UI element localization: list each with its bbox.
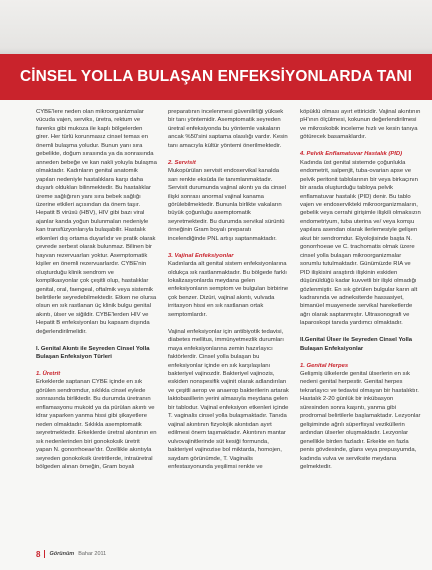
urethritis-block [36, 370, 157, 471]
magazine-name: Görünüm [49, 551, 75, 557]
herpes-paragraph: Gelişmiş ülkelerde genital ülserlerin en sık nedeni genital herpestir. Genital herpes tekrarlayıcı ve tedavisi olmayan bir hastalıktır. Hastalık 2-20 günlük bir inkübasyon süresinden sonra kaşıntı, yanma gibi prodromal belirtilerle başlamaktadır. Lezyonlar gelişiminde ağrılı süperfisyal veziküllerin ardından ülserler oluşmaktadır. Lezyonlar genellikle birden fazladır. Erkekte en fazla penis gövdesinde, glans veya prepusyumda, kadında vulva ve serviksite meydana gelmektedir. [300, 371, 421, 470]
column-1 [36, 108, 157, 538]
intro-paragraph: CYBE'lere neden olan mikroorganizmalar vücuda vajen, serviks, üretra, rektum ve farenks gibi mukoza ile kaplı bölgelerden girer. Her türlü korunmasız cinsel temas en önemli bulaşma yoludur. Bunun yanı sıra gebelikte, doğum sırasında ya da sonrasında anneden bebeğe ve kan nakli yoluyla bulaşma olmaktadır. Kadınların genital anatomik yapıları nedeniyle hastalıklara karşı daha duyarlı oldukları bilinmektedir. Bu hastalıklar üreme sağlığının yanı sıra bebek sağlığı üzerine etkileri açısından da önem taşır. Hepatit B virüsü (HBV), HIV gibi bazı viral ajanlar kanda yoğun bulunmaları nedeniyle kan transfüzyonlarıyla bulaşabilir. Hastalık etkenleri dış ortama duyarlıdır ve pratik olarak çevrede serbest olarak bulunmaz. Bilinen bir hayvan rezervuarları yoktur. Asemptomatik kişiler en önemli rezervuarlardır. CYBE'nin oluşturduğu klinik sendrom ve komplikasyonlar çok çeşitli olup, hastalıklar genital, oral, faengeal, oftalmik veya sistemik belirtilerle seyredebilmektedir. Etken ne olursa olsun en sık rastlanan üç klinik bulgu genital akıntı, ülser ve siğildir. CYBE'lerden HIV ve Hepatit B enfeksiyonları bu kapsam dışında değerlendirilmelidir. [36, 109, 157, 335]
cervicitis-block [168, 159, 289, 244]
column-3 [300, 108, 421, 538]
urethritis-paragraph: Erkeklerde saptanan CYBE içinde en sık görülen sendromdur, sıklıkla cinsel eylede sonrasında birliktedir. Bu durumda üretranın enflamasyonu mukoid ya da pürülan akıntı ve idrar yaparken yanma hissi gibi şikayetlere neden olmaktadır. Sıklıkla asemptomatik seyretmektedir. Erkeklerde üretral akıntının en sık nedenlerinden biri gonokoksik üretrit yapan N. gonorrhoeae'dır. Özellikle akıntıyla seyreden gonokoksik üretritlerde, intraüretral bölgeden alınan örneğin, Gram boyalı [36, 379, 157, 470]
pid-block [300, 150, 421, 328]
page-footer [36, 549, 106, 559]
vaginal-block [168, 252, 289, 320]
herpes-block [300, 362, 421, 472]
section-heading-genital-ulcer: II.Genital Ülser ile Seyreden Cinsel Yolla Bulaşan Enfeksiyonlar [300, 337, 413, 352]
article-title: CİNSEL YOLLA BULAŞAN ENFEKSİYONLARDA TANI [19, 68, 412, 85]
vaginal-treatment-paragraph: Vajinal enfeksiyonlar için antibiyotik tedavisi, diabetes mellitus, immünyetmezlik durumları maya enfeksiyonlarına zemin hazırlayıcı faktörlerdir. Cinsel yolla bulaşan bu enfeksiyonlar içinde en sık karşılaşılanı bakteriyel vajinozdir. Bakteriyel vajinozis, eskiden nonspesifik vajinit olarak adlandırılan ve çeşitli aerop ve anaerop bakterilerin artarak laktobasillerin yerini almasıyla meydana gelen bir tablodur. Vajinal enfeksiyon etkenleri içinde T. vaginalis cinsel yolla bulaşmaktadır. Tanıda vajinal akıntının fizyolojik akıntıdan ayırt edilmesi önem taşımaktadır. Akıntının mantar vulvovajinitlerinde süt kesiği formunda, bakteriyel vajinozise bol miktarda, homojen, saydam görünümde, T. Vaginalis enfestasyonunda yeşilimsi renkte ve [168, 328, 289, 470]
title-banner [0, 54, 432, 100]
pid-paragraph: Kadında üst genital sistemde çoğunlukla endometrit, salpenjit, tuba-ovarian apse ve pelvik peritonit tablolarının bir veya birkaçının bir arada oluşturduğu tabloya pelvik enflamatuvar hastalık (PID) denir. Bu tablo vajen ve endoservikteki mikroorganizmaların, gebelik veya cerrahi girişimle ilişkili olmaksızın endometriyum, tuba uterina ve/ veya komşu yapılara asendan olarak ilerlemesiyle gelişen akut bir sendromdur. Etyolojisinde başta N. gonorrhoeae ve C. trachomatis olmak üzere cinsel yolla bulaşan mikroorganizmalar sorumlu tutulmaktadır. Günümüzde RIA ve PID ilişkisini araştırdı ilişkinin eskiden düşünüldüğü kadar kuvvetli bir ilişki olmadığı gözlenmiştir. En sık görülen bulgular karın alt kadranında ve adneksiterde hassasiyet, bimanüel muayenede servikal hareketlerde ağrı olarak saptanmıştır. Ultrasonografi ve laparoskopi tanıda yardımcı olmaktadır. [300, 159, 421, 327]
page-number: 8 [36, 549, 41, 559]
cervicitis-paragraph: Mukopürülan servisit endoservikal kanalda sarı renkte eksüda ile tanımlanmaktadır. Servisit durumunda vajinal akıntı ya da cinsel ilişki sonrası anormal vajinal kanama görülebilmektedir. Bununla birlikte vakaların büyük çoğunluğu asemptomatik seyretmektedir. Bu durumda servikal sürüntü örneğinin Gram boyalı preparatı incelendiğinde PNL artışı saptanmaktadır. [168, 168, 286, 242]
column-2 [168, 108, 289, 538]
section-heading-genital-discharge: I. Genital Akıntı ile Seyreden Cinsel Yolla Bulaşan Enfeksiyon Türleri [36, 345, 150, 361]
subheading-genital-herpes: 1. Genital Herpes [300, 362, 349, 369]
article-body [36, 108, 422, 538]
subheading-urethritis: 1. Üretrit [36, 371, 61, 378]
footer-divider [44, 550, 45, 558]
urethritis-continued-paragraph: preparatının incelenmesi güvenilirliği yüksek bir tanı yöntemidir. Asemptomatik seyreden üretral enfeksiyonda bu yöntemle vakaların ancak %50'sini saptama olasılığı vardır. Kesin tanı amacıyla kültür yöntemi önerilmektedir. [168, 109, 288, 149]
subheading-pid: 4. Pelvik Enflamatuvar Hastalık (PID) [300, 151, 403, 158]
issue-label: Bahar 2011 [78, 551, 107, 557]
vaginal-paragraph: Kadınlarda alt genital sistem enfeksiyonlarına oldukça sık rastlanmaktadır. Bu bölgede farklı lokalizasyonlarda meydana gelen enfeksiyonların semptom ve bulguları birbirine çok benzer. Dizüri, vajinal akıntı, vulvada irritasyon hissi en sık rastlanan ortak semptomlardır. [168, 261, 289, 318]
vaginal-continued-paragraph: köpüklü olması ayırt ettiricidir. Vajinal akıntının pH'ının ölçülmesi, kokunun değerlendirilmesi ve mikroskobik inceleme hızlı ve kesin tanıya götürecek basamaklardır. [300, 109, 421, 141]
subheading-cervicitis: 2. Servisit [168, 159, 196, 166]
header-band [0, 0, 432, 54]
subheading-vaginal-infections: 3. Vajinal Enfeksiyonlar [168, 252, 234, 259]
